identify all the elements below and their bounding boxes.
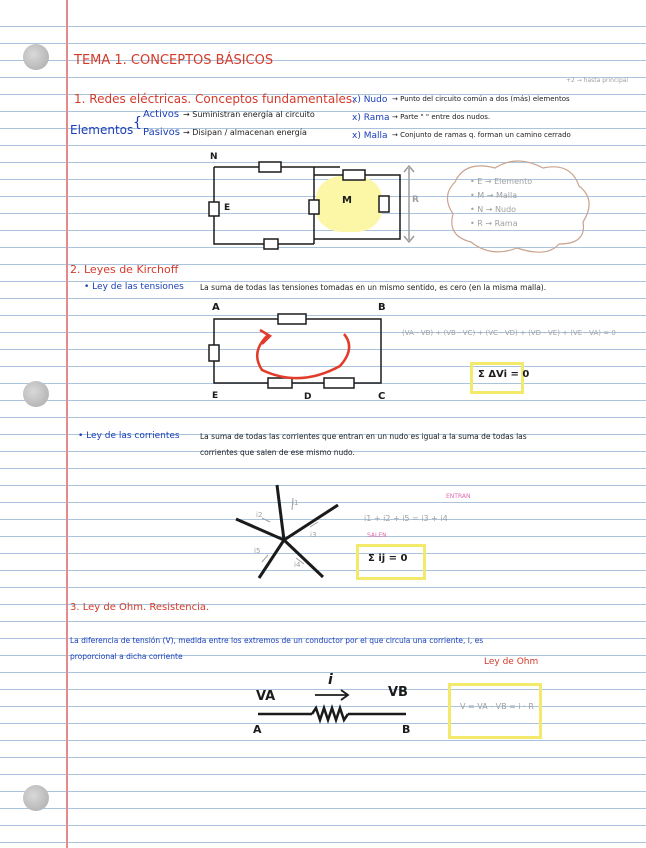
tension-equation: (VA - VB) + (VB - VC) + (VC - VD) + (VD - VE) + (VE - VA) = 0 [402,329,616,337]
current-label-i5: i5 [254,547,261,555]
node-d-label: D [304,392,312,402]
branch-bracket [404,166,414,242]
point-b-label: B [402,723,411,736]
malla-desc: → Conjunto de ramas q. forman un camino cerrado [392,131,571,139]
section3-heading: 3. Ley de Ohm. Resistencia. [70,602,210,613]
circuit2-resistor-top [278,314,306,324]
ohm-resistor [258,690,406,720]
nudo-label: x) Nudo [352,95,388,105]
top-annotation: +2 → hasta principal [566,77,629,84]
circulation-arrow [257,334,349,378]
activos-desc: → Suministran energía al circuito [183,110,315,119]
current-label-i2: i2 [256,511,263,519]
circuit1-mesh-label: M [342,195,352,206]
node-diagram [236,485,338,578]
corriente-equation: i1 + i2 + i5 = i3 + i4 [364,514,448,523]
circuit1-branch-label: R [412,195,419,205]
voltage-b-label: VB [388,685,408,700]
corriente-formula: Σ ij = 0 [368,553,408,564]
circuit1-resistor-right [379,196,389,212]
current-label-i4: i4 [294,561,301,569]
ohm-desc-2: proporcional a dicha corriente [70,652,183,661]
legend-cloud [447,161,589,252]
tension-law-title: • Ley de las tensiones [84,282,184,292]
nudo-desc: → Punto del circuito común a dos (más) elementos [392,95,570,103]
voltage-a-label: VA [256,689,276,704]
current-arrows [262,498,318,564]
section2-heading: 2. Leyes de Kirchoff [70,263,179,276]
section1-heading: 1. Redes eléctricas. Conceptos fundamentales. [74,92,356,106]
pasivos-label: Pasivos [143,127,180,138]
node-a-label: A [212,302,220,313]
circuit1 [209,162,400,249]
pasivos-desc: → Disipan / almacenan energía [183,128,307,137]
circuit1-left-wire [214,167,314,244]
current-i-label: i [328,672,333,688]
circuit2-loop [214,319,381,383]
corriente-law-desc-1: La suma de todas las corrientes que entran en un nudo es igual a la suma de todas las [200,432,527,441]
legend-item: • E → Elemento [470,177,533,186]
salen-label: SALEN [367,532,387,539]
tension-law-desc: La suma de todas las tensiones tomadas en un mismo sentido, es cero (en la misma malla). [200,283,547,292]
malla-label: x) Malla [352,131,388,141]
legend-item: • M → Malla [470,191,518,200]
current-label-i1: i1 [292,499,299,507]
circuit1-resistor-right-top [343,170,365,180]
rama-desc: → Parte " " entre dos nudos. [392,113,491,121]
circuit2-resistor-left [209,345,219,361]
corriente-law-title: • Ley de las corrientes [78,431,180,441]
activos-label: Activos [143,109,180,120]
circuit1-resistor-top [259,162,281,172]
legend-item: • N → Nudo [470,205,517,214]
entran-label: ENTRAN [446,493,471,500]
legend-item: • R → Rama [470,219,518,228]
node-c-label: C [378,391,386,402]
ohm-desc-1: La diferencia de tensión (V), medida entre los extremos de un conductor por el que circula una corriente, i, es [70,636,484,645]
node-b-label: B [378,302,386,313]
circuit1-element-e [209,202,219,216]
rama-label: x) Rama [352,113,390,123]
brace: { [133,115,142,131]
circuit2-resistor-bottom-2 [324,378,354,388]
point-a-label: A [253,723,262,736]
ohm-formula: V = VA - VB = i · R [460,702,534,711]
circuit1-node-label: N [210,152,218,162]
ohm-law-label: Ley de Ohm [484,657,539,667]
tension-formula: Σ ΔVi = 0 [478,369,530,380]
circuit1-element-label: E [224,203,231,213]
corriente-law-desc-2: corrientes que salen de ese mismo nudo. [200,448,355,457]
node-e-label: E [212,391,219,401]
circuit1-resistor-middle [309,200,319,214]
current-label-i3: i3 [310,531,317,539]
page-title: TEMA 1. CONCEPTOS BÁSICOS [74,53,274,68]
circuit2-resistor-bottom-1 [268,378,292,388]
circuit1-resistor-bottom [264,239,278,249]
elementos-label: Elementos [70,123,134,137]
